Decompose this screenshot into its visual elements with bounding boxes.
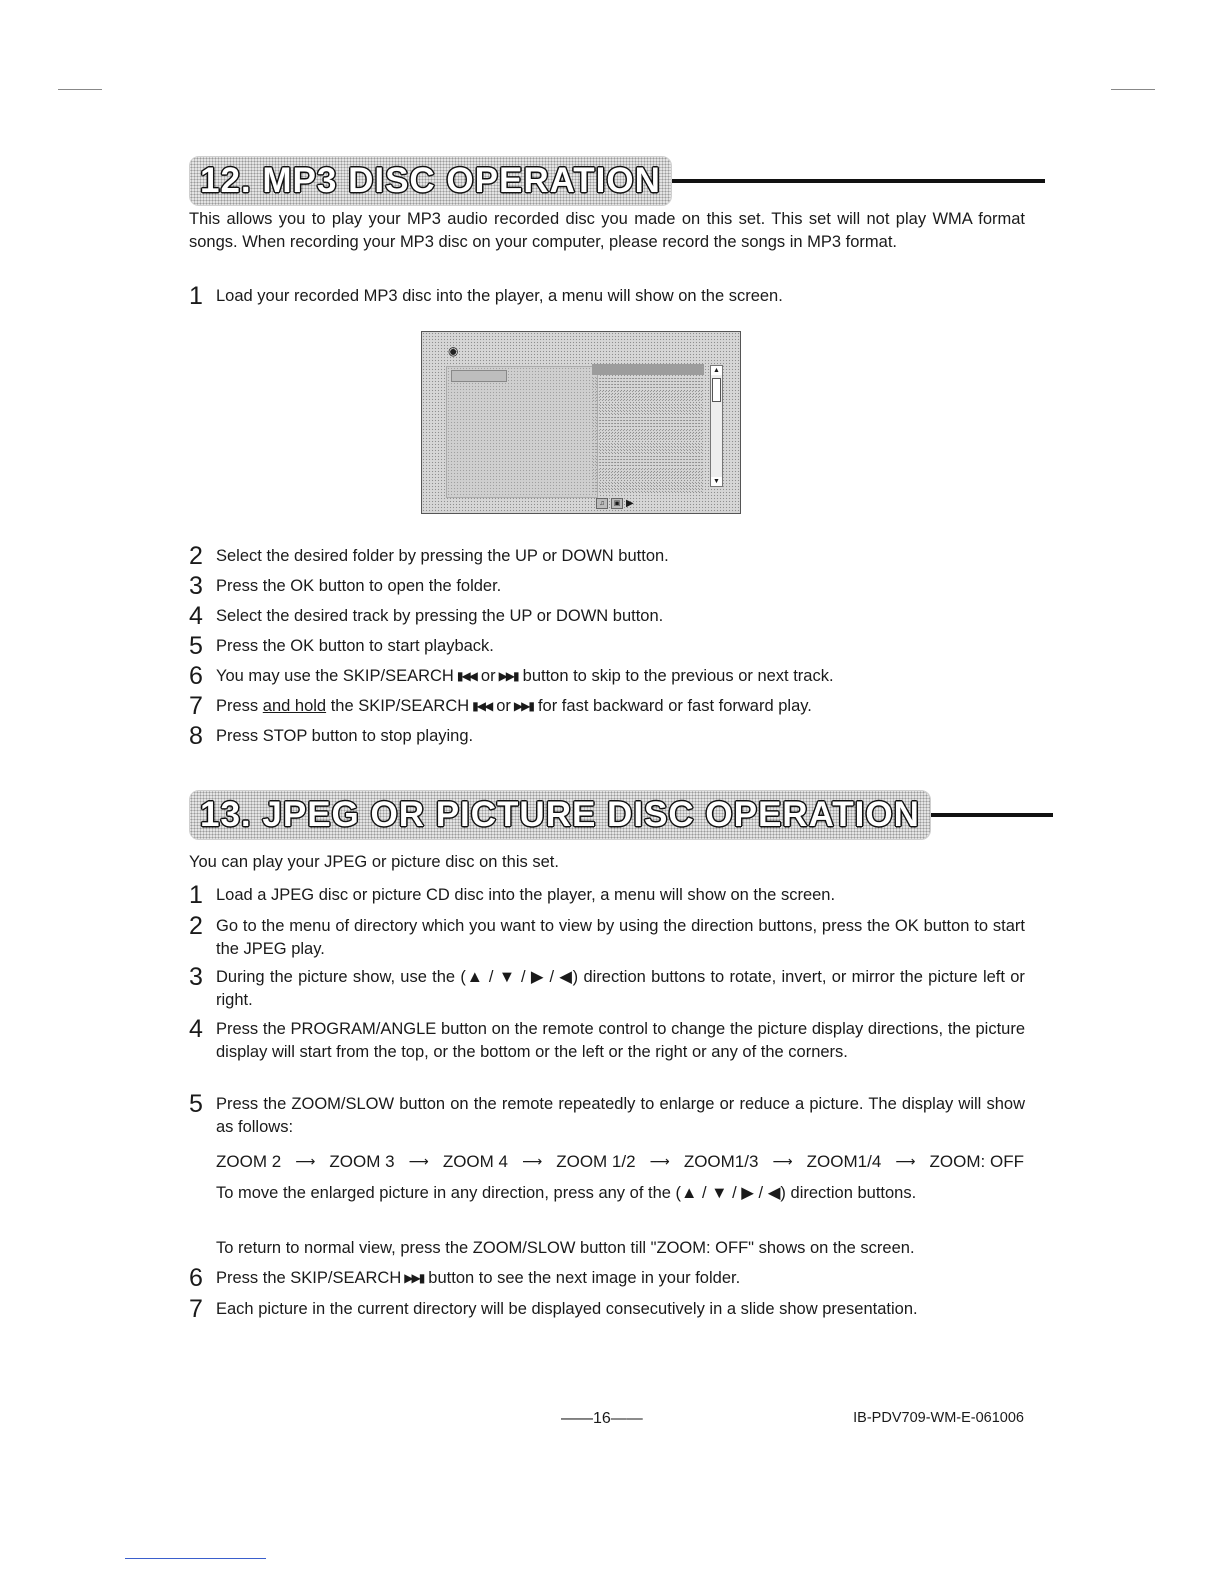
step-13-6: 6 Press the SKIP/SEARCH ▶▶▮ button to see the next image in your folder. (189, 1264, 741, 1292)
step-13-3: 3 During the picture show, use the (▲ / ▼ / ▶ / ◀) direction buttons to rotate, invert, or mirror the picture left or right. (189, 963, 1025, 1009)
move-instruction: To move the enlarged picture in any direction, press any of the (▲ / ▼ / ▶ / ◀) direction buttons. (216, 1184, 917, 1202)
down-arrow-icon: ▼ (498, 968, 516, 986)
document-code: IB-PDV709-WM-E-061006 (853, 1410, 1024, 1426)
skip-back-icon: ▮◀◀ (456, 669, 476, 683)
up-arrow-icon: ▲ (681, 1184, 698, 1202)
section-13-intro: You can play your JPEG or picture disc on this set. (189, 853, 559, 871)
crop-mark-right (1111, 89, 1155, 90)
track-row (592, 390, 704, 401)
step-12-2: 2 Select the desired folder by pressing the UP or DOWN button. (189, 542, 669, 570)
skip-forward-icon: ▶▶▮ (513, 699, 533, 713)
track-row (592, 377, 704, 388)
arrow-right-icon: ⟶ (895, 1153, 916, 1169)
scroll-thumb (712, 378, 721, 402)
header-rule (672, 179, 1045, 183)
left-arrow-icon: ◀ (767, 1184, 781, 1202)
skip-forward-icon: ▶▶▮ (498, 669, 518, 683)
page-number: ——16—— (561, 1410, 643, 1427)
scroll-up-icon: ▲ (711, 366, 722, 375)
music-icon: ♫ (596, 498, 608, 509)
play-icon: ▶ (626, 498, 634, 509)
section-12-intro: This allows you to play your MP3 audio recorded disc you made on this set. This set will not play WMA format songs. When recording your MP3 disc on your computer, please record the songs in MP3 format. (189, 210, 1025, 251)
up-arrow-icon: ▲ (465, 968, 484, 986)
section-13-header (189, 790, 1053, 840)
section-12-header (189, 156, 1045, 206)
track-row (592, 364, 704, 375)
step-12-4: 4 Select the desired track by pressing the UP or DOWN button. (189, 602, 664, 630)
arrow-right-icon: ⟶ (649, 1153, 670, 1169)
bottom-rule (125, 1558, 266, 1559)
right-arrow-icon: ▶ (530, 968, 545, 986)
left-arrow-icon: ◀ (559, 968, 573, 986)
right-arrow-icon: ▶ (741, 1184, 754, 1202)
screen-controls (596, 498, 634, 509)
step-13-5: 5 Press the ZOOM/SLOW button on the remote repeatedly to enlarge or reduce a picture. The display will show as follows: (189, 1090, 1025, 1136)
skip-back-icon: ▮◀◀ (472, 699, 492, 713)
folder-pane (446, 366, 598, 498)
arrow-right-icon: ⟶ (772, 1153, 793, 1169)
section-13-title: 13. JPEG OR PICTURE DISC OPERATION (200, 795, 920, 834)
skip-forward-icon: ▶▶▮ (404, 1271, 424, 1285)
track-row (592, 416, 704, 427)
step-13-2: 2 Go to the menu of directory which you want to view by using the direction buttons, press the OK button to start the JPEG play. (189, 912, 1025, 958)
track-row (592, 429, 704, 440)
scroll-down-icon: ▼ (711, 477, 722, 486)
photo-icon: ▣ (611, 498, 623, 509)
section-12-title: 12. MP3 DISC OPERATION (200, 161, 661, 200)
step-13-7: 7 Each picture in the current directory will be displayed consecutively in a slide show presentation. (189, 1295, 918, 1323)
step-12-5: 5 Press the OK button to start playback. (189, 632, 494, 660)
step-12-1: 1 Load your recorded MP3 disc into the player, a menu will show on the screen. (189, 282, 783, 310)
mp3-menu-screenshot (421, 331, 741, 514)
down-arrow-icon: ▼ (711, 1184, 728, 1202)
header-rule (931, 813, 1053, 817)
arrow-right-icon: ⟶ (408, 1153, 429, 1169)
step-12-3: 3 Press the OK button to open the folder. (189, 572, 502, 600)
crop-mark-left (58, 89, 102, 90)
step-13-1: 1 Load a JPEG disc or picture CD disc into the player, a menu will show on the screen. (189, 881, 836, 909)
step-12-6: 6 You may use the SKIP/SEARCH ▮◀◀ or ▶▶▮ button to skip to the previous or next track. (189, 662, 834, 690)
step-13-4: 4 Press the PROGRAM/ANGLE button on the remote control to change the picture display directions, the picture display will start from the top, or the bottom or the left or the right or any of the corners. (189, 1015, 1025, 1061)
track-list-pane (586, 364, 716, 496)
track-row (592, 455, 704, 466)
return-note: To return to normal view, press the ZOOM/SLOW button till "ZOOM: OFF" shows on the screen. (216, 1239, 915, 1257)
arrow-right-icon: ⟶ (295, 1153, 316, 1169)
step-12-8: 8 Press STOP button to stop playing. (189, 722, 474, 750)
track-row (592, 481, 704, 492)
zoom-sequence: ZOOM 2 ⟶ ZOOM 3 ⟶ ZOOM 4 ⟶ ZOOM 1/2 ⟶ ZOOM1/3 ⟶ ZOOM1/4 ⟶ ZOOM: OFF (216, 1152, 1024, 1171)
disc-icon: ◉ (448, 344, 459, 358)
arrow-right-icon: ⟶ (522, 1153, 543, 1169)
track-row (592, 468, 704, 479)
track-row (592, 403, 704, 414)
track-row (592, 442, 704, 453)
step-12-7: 7 Press and hold the SKIP/SEARCH ▮◀◀ or ▶▶▮ for fast backward or fast forward play. (189, 692, 812, 720)
folder-icon (451, 370, 507, 382)
scrollbar (710, 365, 723, 487)
